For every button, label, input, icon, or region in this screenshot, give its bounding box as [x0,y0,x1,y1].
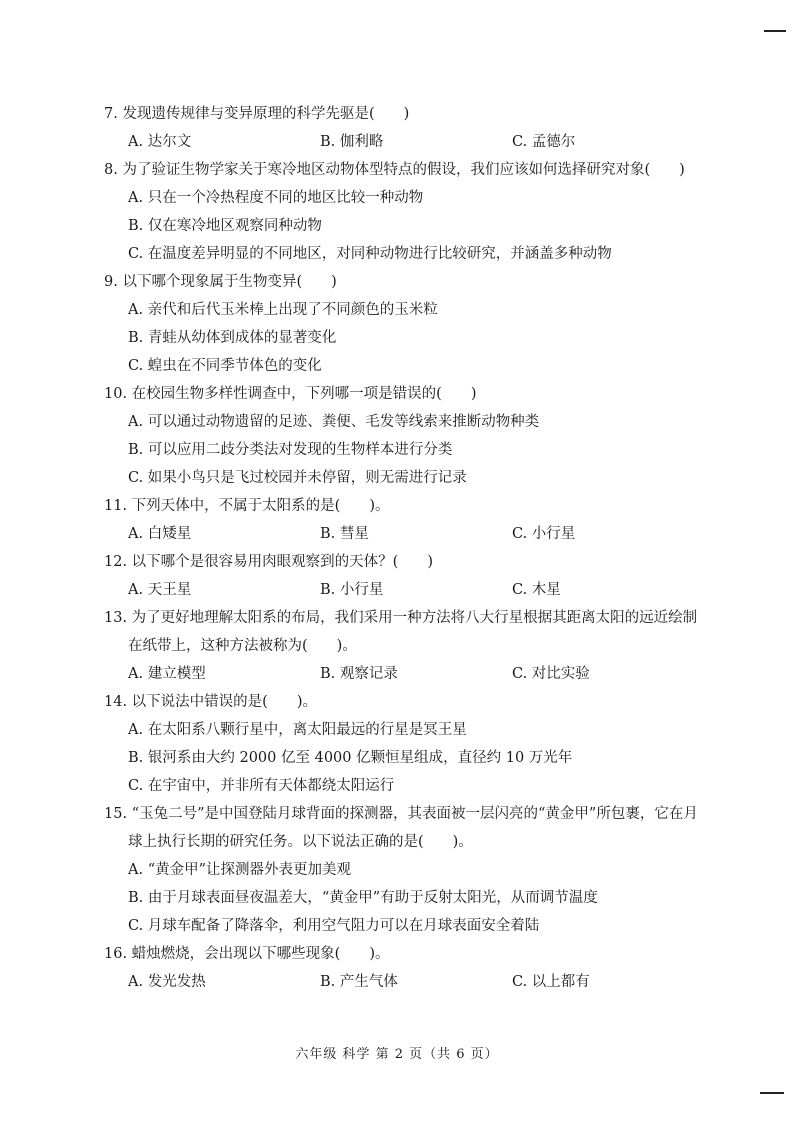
scan-mark-top [764,30,786,32]
option-b: B. 青蛙从幼体到成体的显著变化 [128,330,337,346]
question-stem: 8. 为了验证生物学家关于寒冷地区动物体型特点的假设，我们应该如何选择研究对象( ) [104,162,685,178]
option-c: C. 木星 [512,582,561,598]
question-stem: 13. 为了更好地理解太阳系的布局，我们采用一种方法将八大行星根据其距离太阳的远近绘制在纸带上，这种方法被称为( )。 [104,610,698,654]
options-row [104,128,704,156]
option-c: C. 对比实验 [512,666,590,682]
question-stem: 9. 以下哪个现象属于生物变异( ) [104,274,337,290]
option-a: A. 可以通过动物遗留的足迹、粪便、毛发等线索来推断动物种类 [128,414,540,430]
options-row [104,520,704,548]
question-stem: 14. 以下说法中错误的是( )。 [104,694,317,710]
question-stem: 10. 在校园生物多样性调查中，下列哪一项是错误的( ) [104,386,477,402]
option-a: A. 亲代和后代玉米棒上出现了不同颜色的玉米粒 [128,302,438,318]
option-b: B. 彗星 [320,526,369,542]
option-b: B. 可以应用二歧分类法对发现的生物样本进行分类 [128,442,453,458]
question-stem: 11. 下列天体中，不属于太阳系的是( )。 [104,498,390,514]
question-list [104,100,704,996]
option-a: A. 天王星 [128,582,192,598]
option-a: A. 达尔文 [128,134,192,150]
option-c: C. 以上都有 [512,974,590,990]
option-b: B. 产生气体 [320,974,398,990]
option-c: C. 蝗虫在不同季节体色的变化 [128,358,322,374]
option-c: C. 孟德尔 [512,134,576,150]
option-c: C. 在宇宙中，并非所有天体都绕太阳运行 [128,778,395,794]
option-c: C. 小行星 [512,526,576,542]
page-footer: 六年级 科学 第 2 页（共 6 页） [295,1047,499,1062]
question-stem: 16. 蜡烛燃烧，会出现以下哪些现象( )。 [104,946,390,962]
option-c: C. 在温度差异明显的不同地区，对同种动物进行比较研究，并涵盖多种动物 [128,246,612,262]
options-row [104,660,704,688]
scan-mark-bottom [760,1092,784,1094]
option-b: B. 银河系由大约 2000 亿至 4000 亿颗恒星组成，直径约 10 万光年 [128,750,573,766]
options-row [104,968,704,996]
option-a: A. 白矮星 [128,526,192,542]
option-a: A. 在太阳系八颗行星中，离太阳最远的行星是冥王星 [128,722,467,738]
question-stem: 15. “玉兔二号”是中国登陆月球背面的探测器，其表面被一层闪亮的“黄金甲”所包裹，它在月球上执行长期的研究任务。以下说法正确的是( )。 [104,806,698,850]
option-b: B. 由于月球表面昼夜温差大，“黄金甲”有助于反射太阳光，从而调节温度 [128,890,598,906]
option-c: C. 如果小鸟只是飞过校园并未停留，则无需进行记录 [128,470,467,486]
option-a: A. 建立模型 [128,666,206,682]
question-stem: 7. 发现遗传规律与变异原理的科学先驱是( ) [104,106,410,122]
option-b: B. 仅在寒冷地区观察同种动物 [128,218,322,234]
option-a: A. “黄金甲”让探测器外表更加美观 [128,862,352,878]
option-a: A. 发光发热 [128,974,206,990]
option-b: B. 观察记录 [320,666,398,682]
options-row [104,576,704,604]
option-a: A. 只在一个冷热程度不同的地区比较一种动物 [128,190,424,206]
option-b: B. 小行星 [320,582,384,598]
option-c: C. 月球车配备了降落伞，利用空气阻力可以在月球表面安全着陆 [128,918,540,934]
option-b: B. 伽利略 [320,134,384,150]
question-stem: 12. 以下哪个是很容易用肉眼观察到的天体？( ) [104,554,433,570]
